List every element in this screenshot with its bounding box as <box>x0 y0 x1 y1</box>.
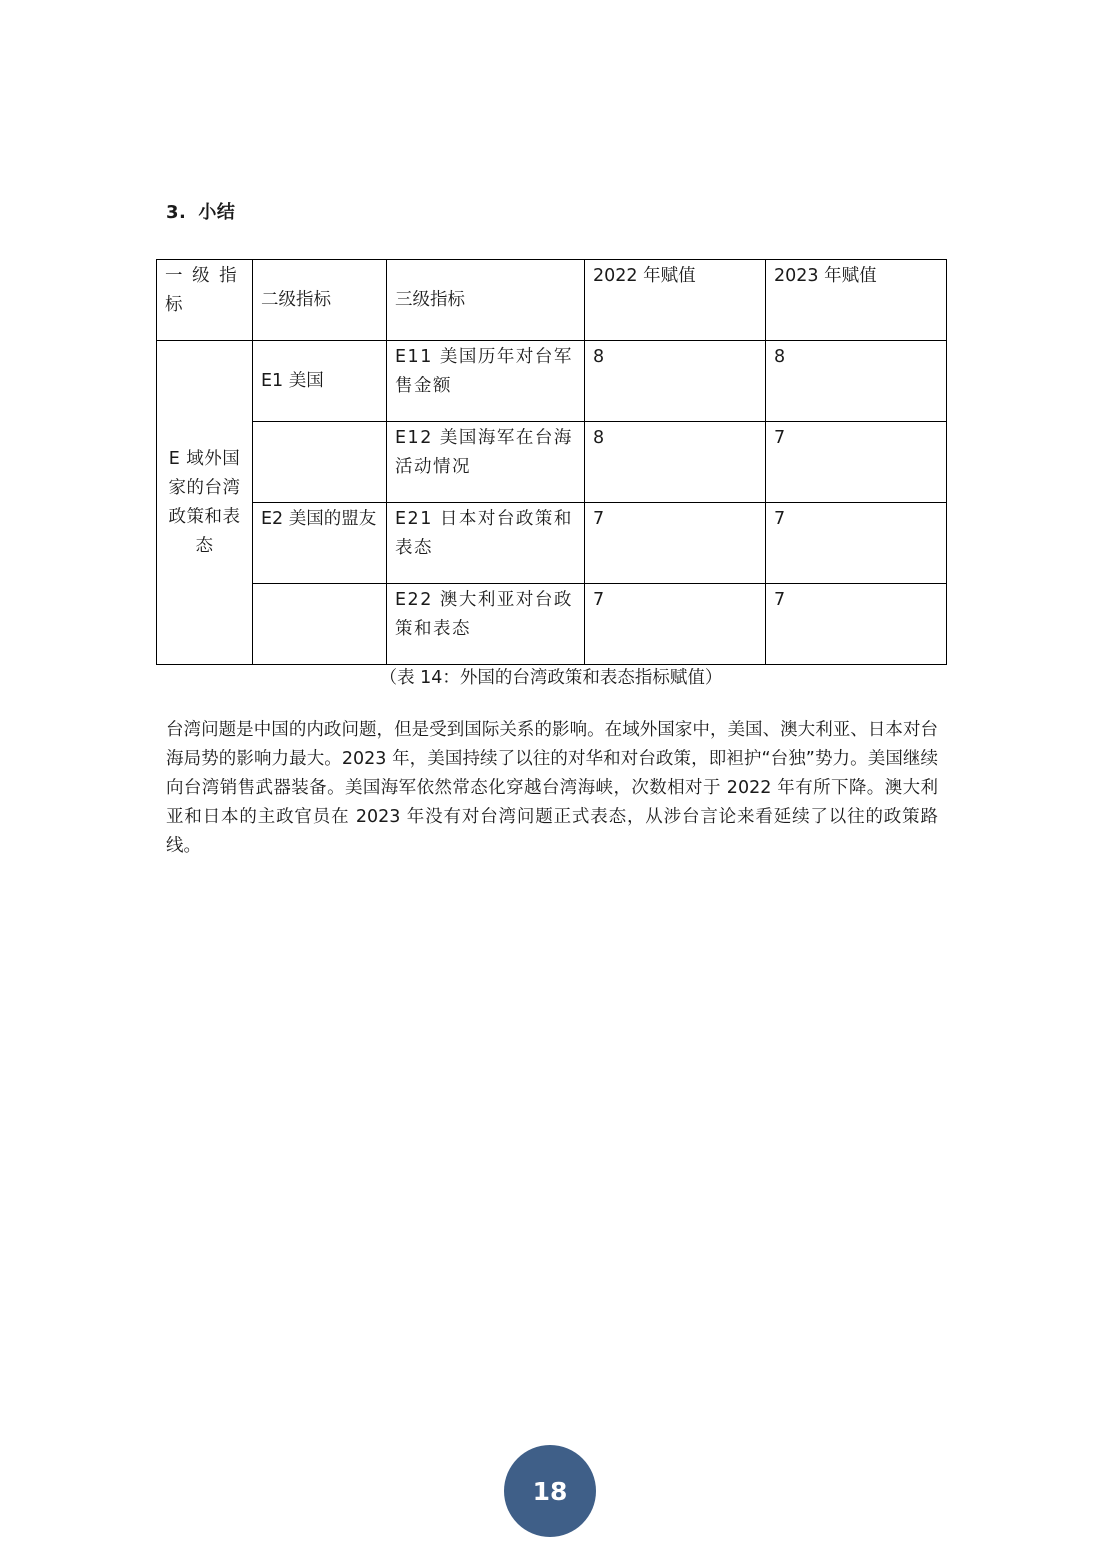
value-2023-cell: 8 <box>766 341 947 422</box>
value-2022-cell: 7 <box>585 584 766 665</box>
level3-cell: E21 日本对台政策和表态 <box>387 503 585 584</box>
table-row <box>157 503 947 584</box>
value-2023-cell: 7 <box>766 584 947 665</box>
level3-cell: E11 美国历年对台军售金额 <box>387 341 585 422</box>
indicator-table <box>156 259 947 665</box>
section-heading <box>166 198 235 224</box>
level2-cell <box>253 422 387 503</box>
value-2022-cell: 7 <box>585 503 766 584</box>
value-2022-cell: 8 <box>585 422 766 503</box>
table-row <box>157 584 947 665</box>
level2-cell: E2 美国的盟友 <box>253 503 387 584</box>
body-paragraph: 台湾问题是中国的内政问题，但是受到国际关系的影响。在域外国家中，美国、澳大利亚、日本对台海局势的影响力最大。2023 年，美国持续了以往的对华和对台政策，即袒护“台独”势力。美国继续向台湾销售武器装备。美国海军依然常态化穿越台湾海峡，次数相对于 2022 年有所下降。澳大利亚和日本的主政官员在 2023 年没有对台湾问题正式表态，从涉台言论来看延续了以往的政策路线。 <box>166 720 938 856</box>
header-level1: 一 级 指标 <box>157 260 253 341</box>
table-caption: （表 14：外国的台湾政策和表态指标赋值） <box>379 668 723 688</box>
header-level2: 二级指标 <box>253 260 387 341</box>
level3-cell: E12 美国海军在台海活动情况 <box>387 422 585 503</box>
section-number: 3. <box>166 202 187 223</box>
level2-cell: E1 美国 <box>253 341 387 422</box>
level2-cell <box>253 584 387 665</box>
header-level3: 三级指标 <box>387 260 585 341</box>
value-2022-cell: 8 <box>585 341 766 422</box>
value-2023-cell: 7 <box>766 503 947 584</box>
level1-cell: E 域外国家的台湾政策和表态 <box>157 341 253 665</box>
header-2022: 2022 年赋值 <box>585 260 766 341</box>
page-number: 18 <box>532 1476 568 1506</box>
table-row <box>157 341 947 422</box>
section-title: 小结 <box>198 202 236 223</box>
header-2023: 2023 年赋值 <box>766 260 947 341</box>
page-number-badge <box>504 1445 596 1537</box>
value-2023-cell: 7 <box>766 422 947 503</box>
table-row <box>157 422 947 503</box>
table-header-row <box>157 260 947 341</box>
level3-cell: E22 澳大利亚对台政策和表态 <box>387 584 585 665</box>
